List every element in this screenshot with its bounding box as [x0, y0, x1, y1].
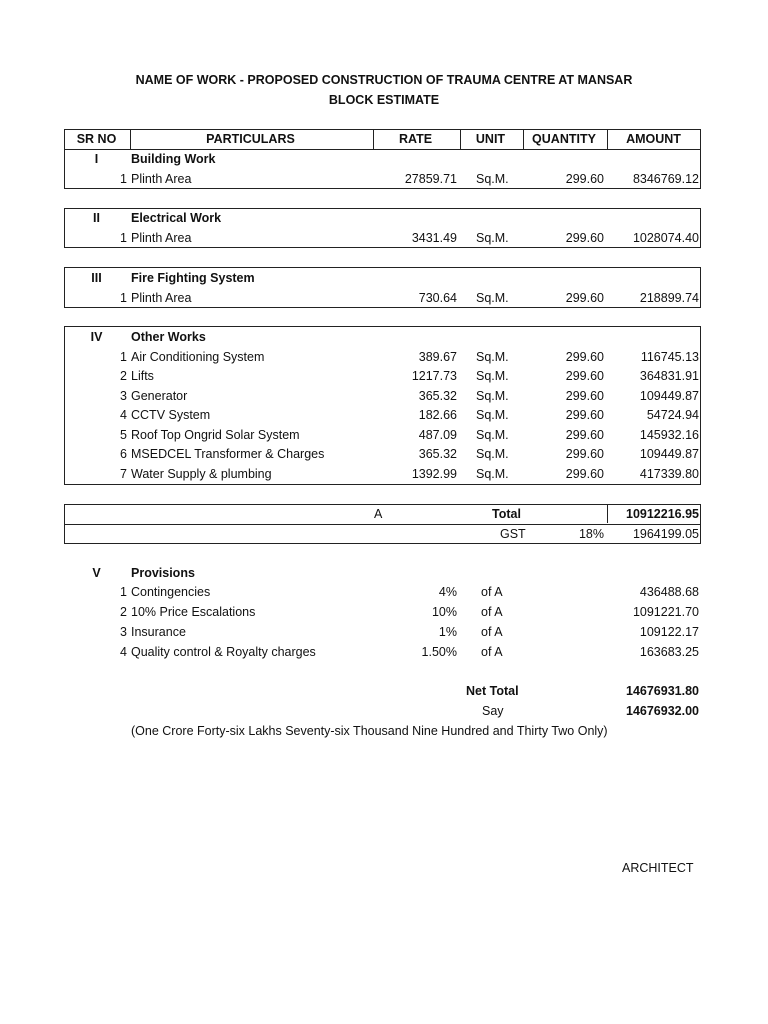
- row-amount: 364831.91: [639, 369, 699, 383]
- row-no: 1: [120, 291, 127, 305]
- row-particulars: Quality control & Royalty charges: [131, 645, 316, 659]
- row-no: 1: [120, 172, 127, 186]
- row-particulars: Generator: [131, 389, 188, 403]
- gst-amount: 1964199.05: [632, 527, 699, 541]
- row-quantity: 299.60: [565, 428, 604, 442]
- row-particulars: Roof Top Ongrid Solar System: [131, 428, 300, 442]
- section-sr: III: [91, 271, 102, 285]
- say-label: Say: [482, 704, 504, 718]
- row-rate: 182.66: [418, 408, 457, 422]
- row-unit: of A: [481, 625, 503, 639]
- row-amount: 109449.87: [639, 447, 699, 461]
- row-unit: Sq.M.: [476, 231, 509, 245]
- row-amount: 145932.16: [639, 428, 699, 442]
- row-rate: 365.32: [418, 447, 457, 461]
- row-amount: 116745.13: [640, 350, 699, 364]
- row-rate: 10%: [431, 605, 457, 619]
- row-unit: Sq.M.: [476, 428, 509, 442]
- header-particulars: PARTICULARS: [206, 132, 295, 146]
- row-amount: 218899.74: [639, 291, 699, 305]
- header-rate: RATE: [398, 132, 433, 146]
- row-unit: Sq.M.: [476, 291, 509, 305]
- row-amount: 163683.25: [639, 645, 699, 659]
- row-particulars: Water Supply & plumbing: [131, 467, 272, 481]
- row-no: 6: [120, 447, 127, 461]
- row-amount: 109449.87: [639, 389, 699, 403]
- row-amount: 436488.68: [639, 585, 699, 599]
- signatory: ARCHITECT: [622, 861, 694, 875]
- section-title: Fire Fighting System: [131, 271, 255, 285]
- net-total-label: Net Total: [466, 684, 519, 698]
- row-unit: of A: [481, 605, 503, 619]
- row-unit: Sq.M.: [476, 172, 509, 186]
- row-particulars: Air Conditioning System: [131, 350, 265, 364]
- section-title: Electrical Work: [131, 211, 222, 225]
- row-particulars: Plinth Area: [131, 172, 192, 186]
- row-rate: 487.09: [418, 428, 457, 442]
- row-unit: Sq.M.: [476, 408, 509, 422]
- page-subtitle: BLOCK ESTIMATE: [328, 93, 440, 107]
- row-unit: Sq.M.: [476, 467, 509, 481]
- row-quantity: 299.60: [565, 389, 604, 403]
- row-no: 1: [120, 231, 127, 245]
- row-particulars: Insurance: [131, 625, 186, 639]
- row-unit: Sq.M.: [476, 389, 509, 403]
- provisions-title: Provisions: [131, 566, 195, 580]
- section-sr: II: [93, 211, 100, 225]
- header-sr-no: SR NO: [76, 132, 117, 146]
- row-rate: 4%: [438, 585, 457, 599]
- say-amount: 14676932.00: [626, 704, 699, 718]
- row-quantity: 299.60: [565, 350, 604, 364]
- header-amount: AMOUNT: [626, 132, 681, 146]
- section-sr: IV: [90, 330, 103, 344]
- row-amount: 8346769.12: [632, 172, 699, 186]
- row-rate: 365.32: [418, 389, 457, 403]
- row-unit: Sq.M.: [476, 447, 509, 461]
- row-no: 1: [120, 350, 127, 364]
- page-title: NAME OF WORK - PROPOSED CONSTRUCTION OF TRAUMA CENTRE AT MANSAR: [135, 73, 633, 87]
- row-no: 2: [120, 369, 127, 383]
- row-quantity: 299.60: [565, 369, 604, 383]
- row-unit: of A: [481, 645, 503, 659]
- row-quantity: 299.60: [565, 231, 604, 245]
- row-no: 1: [120, 585, 127, 599]
- total-amount: 10912216.95: [626, 507, 699, 521]
- row-no: 3: [120, 625, 127, 639]
- row-amount: 109122.17: [639, 625, 699, 639]
- row-amount: 54724.94: [646, 408, 699, 422]
- row-no: 3: [120, 389, 127, 403]
- amount-in-words: (One Crore Forty-six Lakhs Seventy-six Thousand Nine Hundred and Thirty Two Only): [131, 724, 608, 738]
- row-no: 2: [120, 605, 127, 619]
- row-rate: 3431.49: [411, 231, 457, 245]
- row-unit: of A: [481, 585, 503, 599]
- row-particulars: Contingencies: [131, 585, 211, 599]
- total-label: Total: [492, 507, 521, 521]
- provisions-sr: V: [92, 566, 101, 580]
- row-particulars: MSEDCEL Transformer & Charges: [131, 447, 325, 461]
- header-unit: UNIT: [475, 132, 506, 146]
- row-rate: 1%: [438, 625, 457, 639]
- gst-label: GST: [500, 527, 526, 541]
- row-rate: 1392.99: [411, 467, 457, 481]
- section-title: Building Work: [131, 152, 216, 166]
- row-quantity: 299.60: [565, 467, 604, 481]
- row-amount: 417339.80: [639, 467, 699, 481]
- gst-rate: 18%: [578, 527, 604, 541]
- row-no: 4: [120, 645, 127, 659]
- row-unit: Sq.M.: [476, 369, 509, 383]
- header-quantity: QUANTITY: [532, 132, 596, 146]
- row-rate: 730.64: [418, 291, 457, 305]
- row-quantity: 299.60: [565, 447, 604, 461]
- row-quantity: 299.60: [565, 408, 604, 422]
- row-no: 7: [120, 467, 127, 481]
- row-rate: 1.50%: [421, 645, 457, 659]
- row-quantity: 299.60: [565, 291, 604, 305]
- row-particulars: Plinth Area: [131, 291, 192, 305]
- row-particulars: Lifts: [131, 369, 154, 383]
- row-particulars: Plinth Area: [131, 231, 192, 245]
- row-particulars: CCTV System: [131, 408, 211, 422]
- row-unit: Sq.M.: [476, 350, 509, 364]
- section-title: Other Works: [131, 330, 206, 344]
- row-rate: 389.67: [418, 350, 457, 364]
- section-sr: I: [94, 152, 99, 166]
- row-particulars: 10% Price Escalations: [131, 605, 256, 619]
- row-amount: 1091221.70: [632, 605, 699, 619]
- row-quantity: 299.60: [565, 172, 604, 186]
- net-total-amount: 14676931.80: [626, 684, 699, 698]
- row-no: 5: [120, 428, 127, 442]
- row-rate: 27859.71: [404, 172, 457, 186]
- row-amount: 1028074.40: [632, 231, 699, 245]
- row-rate: 1217.73: [411, 369, 457, 383]
- row-no: 4: [120, 408, 127, 422]
- total-marker: A: [374, 507, 383, 521]
